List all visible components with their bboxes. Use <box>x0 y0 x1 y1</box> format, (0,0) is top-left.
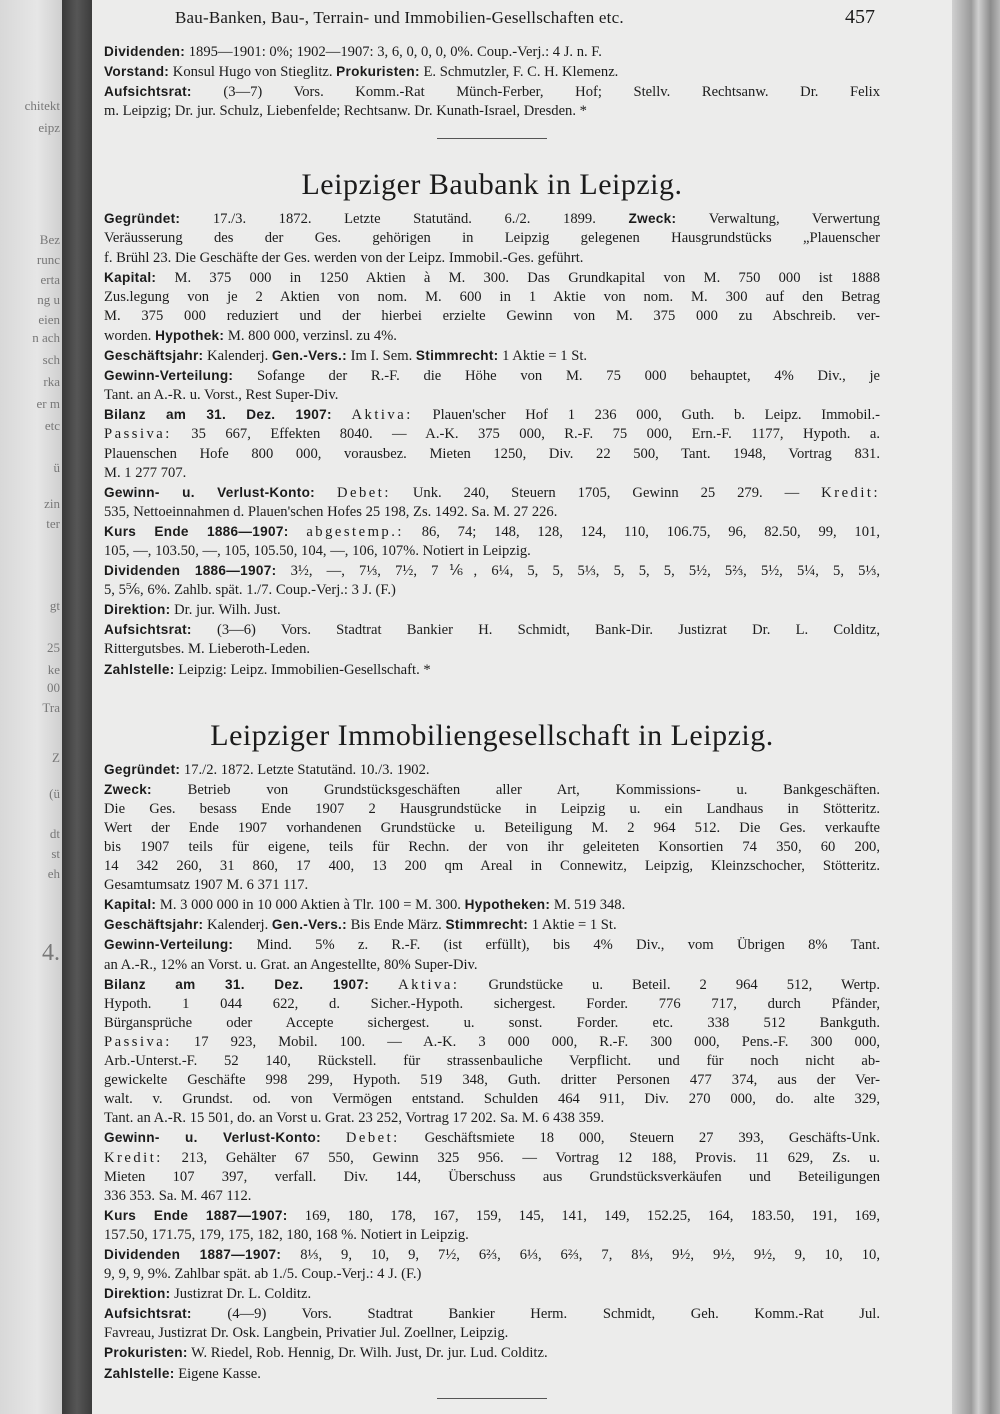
text-line <box>104 760 880 780</box>
spaced-label: Passiva: <box>104 1033 172 1050</box>
margin-fragment: Bez <box>39 232 60 247</box>
margin-fragment: 4. <box>42 940 60 966</box>
field-text: bis 1907 teils für eigene, teils für Rechn. der von ihr geleiteten Konsortien 74 350, 60 200, <box>104 839 880 855</box>
field-text: Unk. 240, Steuern 1705, Gewinn 25 279. — <box>412 484 822 501</box>
margin-fragment: zin <box>44 496 60 511</box>
field-label: Geschäftsjahr: <box>104 917 204 933</box>
field-label: Hypothek: <box>155 327 225 343</box>
page-number: 457 <box>845 6 875 28</box>
field-label: Aufsichtsrat: <box>104 1306 192 1322</box>
margin-fragment: runc <box>36 252 60 267</box>
field-label: Gewinn- u. Verlust-Konto: <box>104 1130 321 1146</box>
field-text: Vortrag 12 188, Provis. 11 629, Zs. u. <box>555 1149 880 1166</box>
field-text: walt. v. Grundst. od. von Vermögen entstand. Schulden 464 911, Div. 270 000, do. alte 329, <box>104 1091 880 1108</box>
text-line <box>104 249 880 268</box>
field-text: Wert der Ende 1907 vorhandenen Grundstücke u. Beteiligung M. 2 964 512. Die Ges. verkaufte <box>104 819 880 836</box>
field-text: Favreau, Justizrat Dr. Osk. Langbein, Privatier Jul. Zoellner, Leipzig. <box>104 1325 509 1342</box>
text-line <box>104 1033 880 1052</box>
field-text: Eigene Kasse. <box>178 1365 261 1382</box>
margin-fragment: Tra <box>42 700 60 715</box>
field-text: 1895—1901: 0%; 1902—1907: 3, 6, 0, 0, 0, 0%. Coup.-Verj.: 4 J. n. F. <box>188 44 602 60</box>
entry-baubank <box>104 209 880 679</box>
field-label: Kapital: <box>104 269 157 285</box>
text-line <box>104 1226 880 1245</box>
text-line <box>104 42 880 62</box>
field-label: Gegründet: <box>104 211 181 227</box>
text-line <box>104 503 880 522</box>
text-line <box>104 800 880 819</box>
field-text: f. Brühl 23. Die Geschäfte der Ges. werden von der Leipz. Immobil.-Ges. geführt. <box>104 249 584 266</box>
field-label: Zahlstelle: <box>104 1365 175 1381</box>
field-text: Dr. jur. Wilh. Just. <box>174 602 281 619</box>
field-text: 17./2. 1872. Letzte Statutänd. 10./3. 1902. <box>183 761 430 778</box>
field-text: 86, 74; <box>421 523 495 540</box>
text-line <box>104 425 880 444</box>
field-text: Die Ges. besass Ende 1907 2 Hausgrundstücke in Leipzig u. ein Landhaus in Stötteritz. <box>104 800 880 817</box>
book-spine-shadow <box>62 0 92 1414</box>
spaced-label: abgestemp.: <box>306 523 404 540</box>
field-label: Stimmrecht: <box>445 917 529 933</box>
margin-fragment: sch <box>42 352 60 367</box>
field-text: 148, 128, 124, 110, 106.75, 96, 82.50, 99, 101, <box>494 523 880 540</box>
field-label: Dividenden: <box>104 44 186 59</box>
field-text: Konsul Hugo von Stieglitz. <box>172 64 337 81</box>
text-line <box>104 1284 880 1304</box>
spaced-label: Debet: <box>345 1130 400 1147</box>
text-line <box>104 876 880 895</box>
field-text: Verwaltung, Verwertung <box>708 211 880 228</box>
field-text: Hypoth. 1 044 622, d. Sicher.-Hypoth. sichergest. Forder. 776 717, durch Pfänder, <box>104 995 880 1012</box>
field-text: 35 667, Effekten 8040. — <box>191 426 426 443</box>
text-line <box>104 1304 880 1324</box>
field-text: 5, 5⅚, 6%. Zahlb. spät. 1./7. Coup.-Verj.: 3 J. (F.) <box>104 582 396 599</box>
field-label: Dividenden 1887—1907: <box>104 1246 282 1262</box>
margin-fragment: er m <box>36 396 60 411</box>
field-text: (4—9) Vors. Stadtrat Bankier Herm. Schmidt, Geh. Komm.-Rat Jul. <box>227 1306 880 1323</box>
text-line <box>104 1187 880 1206</box>
text-line <box>104 366 880 386</box>
field-text: Mind. 5% z. R.-F. (ist erfüllt), bis 4% Div., vom Übrigen 8% Tant. <box>256 937 880 954</box>
text-line <box>104 1149 880 1168</box>
text-line <box>104 857 880 876</box>
text-line <box>104 915 880 935</box>
margin-fragment: st <box>51 846 60 861</box>
field-text: Leipzig: Leipz. Immobilien-Gesellschaft. * <box>178 661 431 678</box>
field-label: Gewinn-Verteilung: <box>104 368 234 384</box>
spaced-label: Debet: <box>336 484 391 501</box>
text-line <box>104 995 880 1014</box>
field-text: 105, —, 103.50, —, 105, 105.50, 104, —, 106, 107%. Notiert in Leipzig. <box>104 542 531 559</box>
margin-fragment: ter <box>46 516 60 531</box>
page-edge-shadow <box>952 0 1000 1414</box>
field-text: Im I. Sem. <box>350 348 416 365</box>
field-label: Bilanz am 31. Dez. 1907: <box>104 407 332 423</box>
text-line <box>104 522 880 542</box>
field-label: Zweck: <box>104 781 152 797</box>
text-line <box>104 780 880 800</box>
field-text: Veräusserung des der Ges. gehörigen in Leipzig gelegenen Hausgrundstücks „Plauenscher <box>104 230 880 247</box>
margin-fragment: ng u <box>37 292 60 307</box>
text-line <box>104 445 880 464</box>
field-label: Kurs Ende 1887—1907: <box>104 1207 288 1223</box>
field-text: Arb.-Unterst.-F. 52 140, Rückstell. für strassenbauliche Verpflicht. und für noch nicht ab- <box>104 1053 880 1070</box>
margin-fragment: gt <box>49 598 60 613</box>
field-text: Justizrat Dr. L. Colditz. <box>174 1286 312 1303</box>
text-line <box>104 1071 880 1090</box>
field-text: W. Riedel, Rob. Hennig, Dr. Wilh. Just, Dr. jur. Lud. Colditz. <box>191 1345 548 1362</box>
field-text: 17./3. 1872. Letzte Statutänd. 6./2. 1899. <box>212 211 629 228</box>
text-line <box>104 640 880 659</box>
field-label: Direktion: <box>104 602 171 618</box>
text-line <box>104 102 880 121</box>
text-line <box>104 819 880 838</box>
text-line <box>104 620 880 640</box>
text-line <box>104 1052 880 1071</box>
text-line <box>104 62 880 82</box>
margin-fragment: 25 <box>47 640 60 655</box>
text-line <box>104 542 880 561</box>
text-line <box>104 326 880 346</box>
field-text: Geschäftsmiete 18 000, Steuern 27 393, Geschäfts-Unk. <box>424 1130 880 1147</box>
field-text: 14 342 260, 31 860, 17 400, 13 200 qm Areal in Connewitz, Leipzig, Kleinzschocher, Stötteritz. <box>104 858 880 875</box>
field-text: 213, Gehälter 67 550, Gewinn 325 956. — <box>181 1149 556 1166</box>
field-text: (3—7) Vors. Komm.-Rat Münch-Ferber, Hof; Stellv. Rechtsanw. Dr. Felix <box>223 84 880 101</box>
field-text: M. 800 000, verzinsl. zu 4%. <box>227 327 397 344</box>
text-line <box>104 1324 880 1343</box>
top-entry <box>104 42 880 121</box>
field-text: an A.-R., 12% an Vorst. u. Grat. an Angestellte, 80% Super-Div. <box>104 956 478 973</box>
running-head <box>175 8 875 32</box>
text-line <box>104 483 880 503</box>
margin-fragment: erta <box>40 272 60 287</box>
text-line <box>104 838 880 857</box>
spaced-label: Aktiva: <box>398 976 460 993</box>
field-label: Bilanz am 31. Dez. 1907: <box>104 976 370 992</box>
field-label: Prokuristen: <box>104 1345 188 1361</box>
left-margin-strip <box>0 0 62 1414</box>
field-text: M. 519 348. <box>553 897 626 914</box>
field-text: Sofange der R.-F. die Höhe von M. 75 000 behauptet, 4% Div., je <box>257 368 880 385</box>
field-text: worden. <box>104 327 156 344</box>
section-divider-bottom <box>437 1398 547 1399</box>
field-label: Gen.-Vers.: <box>271 348 347 364</box>
field-text: Betrieb von Grundstücksgeschäften aller Art, Kommissions- u. Bankgeschäften. <box>187 781 880 798</box>
text-line <box>104 1128 880 1148</box>
field-label: Aufsichtsrat: <box>104 84 192 100</box>
field-text: m. Leipzig; Dr. jur. Schulz, Liebenfelde; Rechtsanw. Dr. Kunath-Israel, Dresden. * <box>104 103 587 120</box>
text-line <box>104 660 880 680</box>
field-text: 535, Nettoeinnahmen d. Plauen'schen Hofes 25 198, Zs. 1492. Sa. M. 27 226. <box>104 503 558 520</box>
text-line <box>104 346 880 366</box>
text-line <box>104 1090 880 1109</box>
field-text: 9, 9, 9, 9%. Zahlbar spät. ab 1./5. Coup.-Verj.: 4 J. (F.) <box>104 1266 422 1283</box>
field-text: 17 923, Mobil. 100. — <box>193 1033 424 1050</box>
text-line <box>104 1109 880 1128</box>
field-text: Mieten 107 397, verfall. Div. 144, Überschuss aus Grundstücksverkäufen und Beteiligungen <box>104 1168 880 1185</box>
field-text: Bis Ende März. <box>350 917 446 934</box>
field-text: 1 Aktie = 1 St. <box>531 917 617 934</box>
text-line <box>104 581 880 600</box>
field-text: Gesamtumsatz 1907 M. 6 371 117. <box>104 877 309 894</box>
field-text: Tant. an A.-R. u. Vorst., Rest Super-Div. <box>104 387 339 404</box>
text-line <box>104 82 880 102</box>
field-label: Kapital: <box>104 897 157 913</box>
text-line <box>104 1206 880 1226</box>
entry-title-baubank: Leipziger Baubank in Leipzig. <box>301 168 683 202</box>
text-line <box>104 288 880 307</box>
field-text: M. 1 277 707. <box>104 464 187 481</box>
field-text: Plauen'scher Hof 1 236 000, Guth. b. Leipz. Immobil.- <box>432 407 880 424</box>
spaced-label: Kredit: <box>104 1149 163 1166</box>
field-text: Grundstücke u. Beteil. 2 964 512, Wertp. <box>488 976 880 993</box>
field-text: Kalenderj. <box>207 348 272 365</box>
field-label: Gewinn- u. Verlust-Konto: <box>104 484 316 500</box>
entry-immobiliengesellschaft <box>104 760 880 1384</box>
field-text: M. 375 000 in 1250 Aktien à M. 300. Das Grundkapital von M. 750 000 ist 1888 <box>174 269 880 286</box>
field-label: Vorstand: <box>104 64 170 80</box>
field-text: Bürgansprüche oder Accepte sichergest. u. sonst. Forder. etc. 338 512 Bankguth. <box>104 1014 880 1031</box>
field-text: 157.50, 171.75, 179, 175, 182, 180, 168 %. Notiert in Leipzig. <box>104 1226 469 1243</box>
margin-fragment: eipz <box>38 120 60 135</box>
margin-fragment: etc <box>44 418 60 433</box>
field-label: Stimmrecht: <box>415 348 499 364</box>
field-text: Tant. an A.-R. 15 501, do. an Vorst u. Grat. 23 252, Vortrag 17 202. Sa. M. 6 438 359. <box>104 1110 605 1127</box>
text-line <box>104 935 880 955</box>
text-line <box>104 209 880 229</box>
field-text: 8⅓, 9, 10, 9, 7½, 6⅔, 6⅓, 6⅔, 7, 8⅓, 9½, 9½, 9½, 9, 10, 10, <box>300 1246 880 1263</box>
text-line <box>104 464 880 483</box>
field-text: Kalenderj. <box>207 917 272 934</box>
text-line <box>104 268 880 288</box>
margin-fragment: Z <box>52 750 60 765</box>
field-text: (3—6) Vors. Stadtrat Bankier H. Schmidt, Bank-Dir. Justizrat Dr. L. Colditz, <box>216 622 880 639</box>
field-text: 169, 180, 178, 167, 159, 145, 141, 149, 152.25, 164, 183.50, 191, 169, <box>304 1207 880 1224</box>
text-line <box>104 386 880 405</box>
field-label: Zahlstelle: <box>104 661 175 677</box>
text-line <box>104 1343 880 1363</box>
field-text: M. 375 000 reduziert und der hierbei erzielte Gewinn von M. 375 000 zu Abschreib. ver- <box>104 307 880 324</box>
field-text: Rittergutsbes. M. Lieberoth-Leden. <box>104 641 311 658</box>
field-label: Zweck: <box>628 211 677 227</box>
field-label: Geschäftsjahr: <box>104 348 204 364</box>
text-line <box>104 1364 880 1384</box>
text-line <box>104 895 880 915</box>
field-text: M. 3 000 000 in 10 000 Aktien à Tlr. 100 = M. 300. <box>159 897 465 914</box>
field-label: Gegründet: <box>104 761 181 777</box>
margin-fragment: 00 <box>47 680 60 695</box>
field-label: Prokuristen: <box>336 64 420 80</box>
margin-fragment: (ü <box>49 786 60 801</box>
field-text: gewickelte Geschäfte 998 299, Hypoth. 519 348, Guth. dritter Personen 477 374, aus der Ver- <box>104 1072 880 1089</box>
spaced-label: Passiva: <box>104 426 172 443</box>
text-line <box>104 1245 880 1265</box>
field-text: Plauenschen Hofe 800 000, vorausbez. Mieten 1250, Div. 22 500, Tant. 1948, Vortrag 831. <box>104 445 880 462</box>
margin-fragment: ke <box>47 662 60 677</box>
margin-fragment: chitekt <box>24 98 60 113</box>
margin-fragment: dt <box>49 826 60 841</box>
text-line <box>104 956 880 975</box>
field-text: A.-K. 375 000, R.-F. 75 000, Ern.-F. 1177, Hypoth. a. <box>425 426 880 443</box>
field-label: Aufsichtsrat: <box>104 622 192 638</box>
text-line <box>104 1168 880 1187</box>
page-content <box>104 42 880 1399</box>
text-line <box>104 975 880 995</box>
text-line <box>104 405 880 425</box>
margin-fragment: eien <box>38 312 60 327</box>
margin-fragment: eh <box>47 866 60 881</box>
field-label: Hypotheken: <box>464 897 551 913</box>
margin-fragment: ü <box>53 460 60 475</box>
field-label: Direktion: <box>104 1286 171 1302</box>
running-head-title: Bau-Banken, Bau-, Terrain- und Immobilien-Gesellschaften etc. <box>175 8 624 27</box>
text-line <box>104 1014 880 1033</box>
field-text: 1 Aktie = 1 St. <box>502 348 588 365</box>
field-text: 3½, —, 7⅓, 7½, 7⅙, 6¼, 5, 5, 5⅓, 5, 5, 5, 5½, 5⅔, 5½, 5¼, 5, 5⅓, <box>290 563 880 580</box>
field-text: E. Schmutzler, F. C. H. Klemenz. <box>423 64 619 81</box>
spaced-label: Aktiva: <box>351 407 413 424</box>
entry-title-immobiliengesellschaft: Leipziger Immobiliengesellschaft in Leipzig. <box>210 718 774 752</box>
margin-fragment: n ach <box>32 330 60 345</box>
text-line <box>104 600 880 620</box>
field-label: Gen.-Vers.: <box>271 917 347 933</box>
margin-fragment: rka <box>43 374 60 389</box>
spaced-label: Kredit: <box>821 484 880 501</box>
text-line <box>104 229 880 248</box>
text-line <box>104 1265 880 1284</box>
field-text: Zus.legung von je 2 Aktien von nom. M. 600 in 1 Aktie von nom. M. 300 auf den Betrag <box>104 288 880 305</box>
field-label: Dividenden 1886—1907: <box>104 563 277 579</box>
field-text: A.-K. 3 000 000, R.-F. 300 000, Pens.-F. 300 000, <box>423 1033 880 1050</box>
field-text: 336 353. Sa. M. 467 112. <box>104 1187 252 1204</box>
text-line <box>104 307 880 326</box>
field-label: Gewinn-Verteilung: <box>104 937 234 953</box>
text-line <box>104 561 880 581</box>
field-label: Kurs Ende 1886—1907: <box>104 523 289 539</box>
